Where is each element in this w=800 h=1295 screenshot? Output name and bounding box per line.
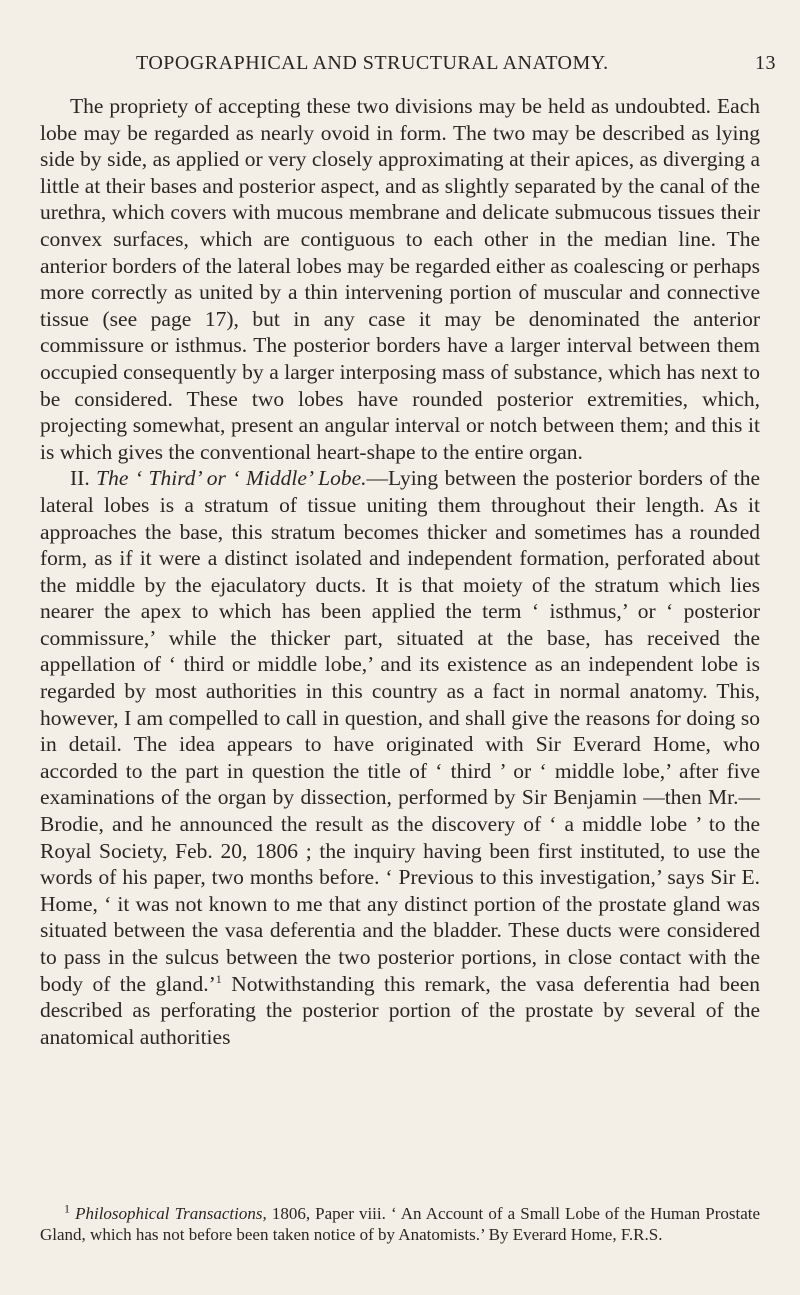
running-head-title: TOPOGRAPHICAL AND STRUCTURAL ANATOMY. [136, 52, 609, 74]
text-run: 1806, Paper viii. ‘ An Account of a Small Lobe of the Human Prostate Gland, which has not before been taken notice of by Anatomists.’ By Everard Home, F.R.S. [40, 1204, 761, 1244]
paragraph [40, 465, 760, 1050]
text-run: —Lying between the posterior borders of the lateral lobes is a stratum of tissue uniting them throughout their length. As it approaches the base, this stratum becomes thicker and sometimes has a rounded form, as if it were a distinct isolated and independent formation, perforated about the middle by the ejaculatory ducts. It is that moiety of the stratum which lies nearer the apex to which has been applied the term ‘ isthmus,’ or ‘ posterior commissure,’ while the thicker part, situated at the base, has received the appellation of ‘ third or middle lobe,’ and its existence as an independent lobe is regarded by most authorities in this country as a fact in normal anatomy. This, however, I am compelled to call in question, and shall give the reasons for doing so in detail. The idea appears to have originated with Sir Everard Home, who accorded to the part in question the title of ‘ third ’ or ‘ middle lobe,’ after five examinations of the organ by dissection, performed by Sir Benjamin —then Mr.—Brodie, and he announced the result as the discovery of ‘ a middle lobe ’ to the Royal Society, Feb. 20, 1806 ; the inquiry having been first instituted, to use the words of his paper, two months before. ‘ Previous to this investigation,’ says Sir E. Home, ‘ it was not known to me that any distinct portion of the prostate gland was situated between the vasa deferentia and the bladder. These ducts were considered to pass in the sulcus between the two posterior portions, in close contact with the body of the gland.’ [40, 466, 760, 996]
italic-text: The ‘ Third’ or ‘ Middle’ Lobe. [96, 466, 367, 491]
paragraph [40, 93, 760, 465]
text-run: Notwithstanding this remark, the vasa deferentia had been described as perforating the posterior portion of the prostate by several of the anatomical authorities [40, 971, 760, 1049]
page-number: 13 [755, 52, 776, 74]
text-run: II. [70, 466, 97, 491]
body-text [40, 93, 760, 1050]
footnotes [40, 1203, 760, 1245]
text-run: The propriety of accepting these two divisions may be held as undoubted. Each lobe may be regarded as nearly ovoid in form. The two may be described as lying side by side, as applied or very closely approximating at their apices, as diverging a little at their bases and posterior aspect, and as slightly separated by the canal of the urethra, which covers with mucous membrane and delicate submucous tissues their convex surfaces, which are contiguous to each other in the median line. The anterior borders of the lateral lobes may be regarded either as coalescing or perhaps more correctly as united by a thin intervening portion of muscular and connective tissue (see page 17), but in any case it may be denominated the anterior commissure or isthmus. The posterior borders have a larger interval between them occupied consequently by a larger interposing mass of substance, which has next to be considered. These two lobes have rounded posterior extremities, which, projecting somewhat, present an angular interval or notch between them; and this it is which gives the conventional heart-shape to the entire organ. [40, 94, 761, 464]
footnote-marker: 1 [215, 971, 222, 986]
footnote [40, 1203, 760, 1245]
italic-text: Philosophical Transactions, [75, 1204, 267, 1223]
footnote-marker: 1 [64, 1201, 70, 1216]
